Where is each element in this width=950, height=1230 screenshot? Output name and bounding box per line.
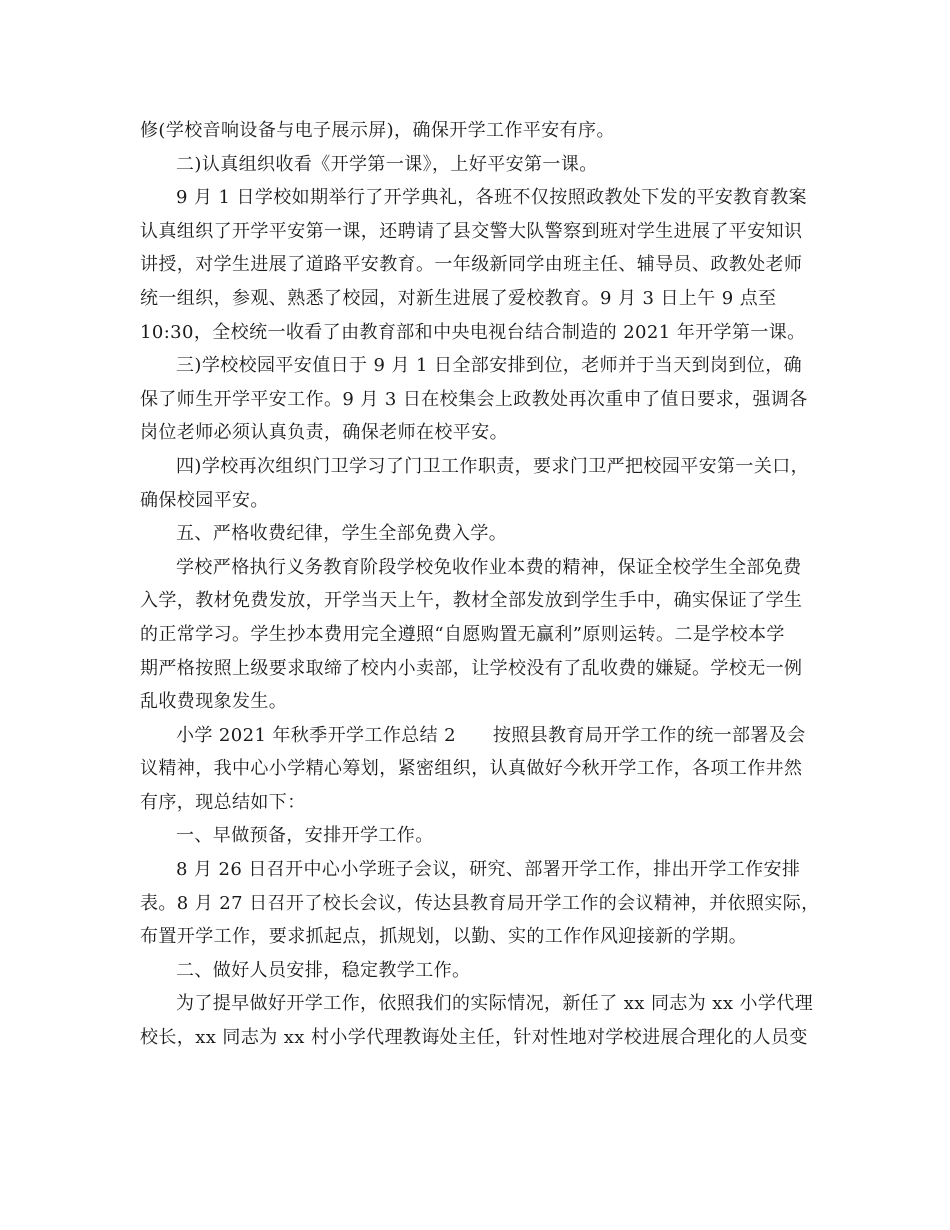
text-line-15: 入学，教材免费发放，开学当天上午，教材全部发放到学生手中，确实保证了学生 [140,590,803,612]
text-line-22: 一、早做预备，安排开学工作。 [176,825,434,847]
document-body [140,114,820,1055]
text-line-17: 期严格按照上级要求取缔了校内小卖部，让学校没有了乱收费的嫌疑。学校无一例 [140,657,803,679]
text-line-1: 修(学校音响设备与电子展示屏)，确保开学工作平安有序。 [140,120,615,141]
text-line-28: 校长，xx 同志为 xx 村小学代理教诲处主任，针对性地对学校进展合理化的人员变 [140,1027,808,1049]
text-line-8: 三)学校校园平安值日于 9 月 1 日全部安排到位，老师并于当天到岗到位，确 [176,355,803,377]
text-line-27: 为了提早做好开学工作，依照我们的实际情况，新任了 xx 同志为 xx 小学代理 [176,993,814,1015]
text-line-5: 讲授，对学生进展了道路平安教育。一年级新同学由班主任、辅导员、政教处老师 [140,254,803,276]
text-line-26: 二、做好人员安排，稳定教学工作。 [176,959,471,981]
text-line-16: 的正常学习。学生抄本费用完全遵照“自愿购置无赢利”原则运转。二是学校本学 [140,623,785,645]
text-line-25: 布置开学工作，要求抓起点，抓规划，以勤、实的工作作风迎接新的学期。 [140,926,748,948]
text-line-7: 10:30，全校统一收看了由教育部和中央电视台结合制造的 2021 年开学第一课。 [140,321,806,343]
text-line-4: 认真组织了开学平安第一课，还聘请了县交警大队警察到班对学生进展了平安知识 [140,220,803,242]
text-line-12: 确保校园平安。 [140,489,269,511]
text-line-24: 表。8 月 27 日召开了校长会议，传达县教育局开学工作的会议精神，并依照实际， [140,892,820,914]
text-line-18: 乱收费现象发生。 [140,691,288,713]
text-line-9: 保了师生开学平安工作。9 月 3 日在校集会上政教处再次重申了值日要求，强调各 [140,388,808,410]
text-line-21: 有序，现总结如下： [140,791,306,813]
text-line-19: 小学 2021 年秋季开学工作总结 2 按照县教育局开学工作的统一部署及会 [176,724,806,746]
text-line-3: 9 月 1 日学校如期举行了开学典礼，各班不仅按照政教处下发的平安教育教案 [176,187,807,209]
text-line-10: 岗位老师必须认真负责，确保老师在校平安。 [140,422,508,444]
text-line-11: 四)学校再次组织门卫学习了门卫工作职责，要求门卫严把校园平安第一关口， [176,455,810,477]
text-line-14: 学校严格执行义务教育阶段学校免收作业本费的精神，保证全校学生全部免费 [176,556,802,578]
text-line-6: 统一组织，参观、熟悉了校园，对新生进展了爱校教育。9 月 3 日上午 9 点至 [140,287,777,309]
text-line-23: 8 月 26 日召开中心小学班子会议，研究、部署开学工作，排出开学工作安排 [176,859,801,881]
text-line-20: 议精神，我中心小学精心筹划，紧密组织，认真做好今秋开学工作，各项工作井然 [140,758,803,780]
text-line-2: 二)认真组织收看《开学第一课》，上好平安第一课。 [176,153,598,175]
text-line-13: 五、严格收费纪律，学生全部免费入学。 [176,523,508,545]
